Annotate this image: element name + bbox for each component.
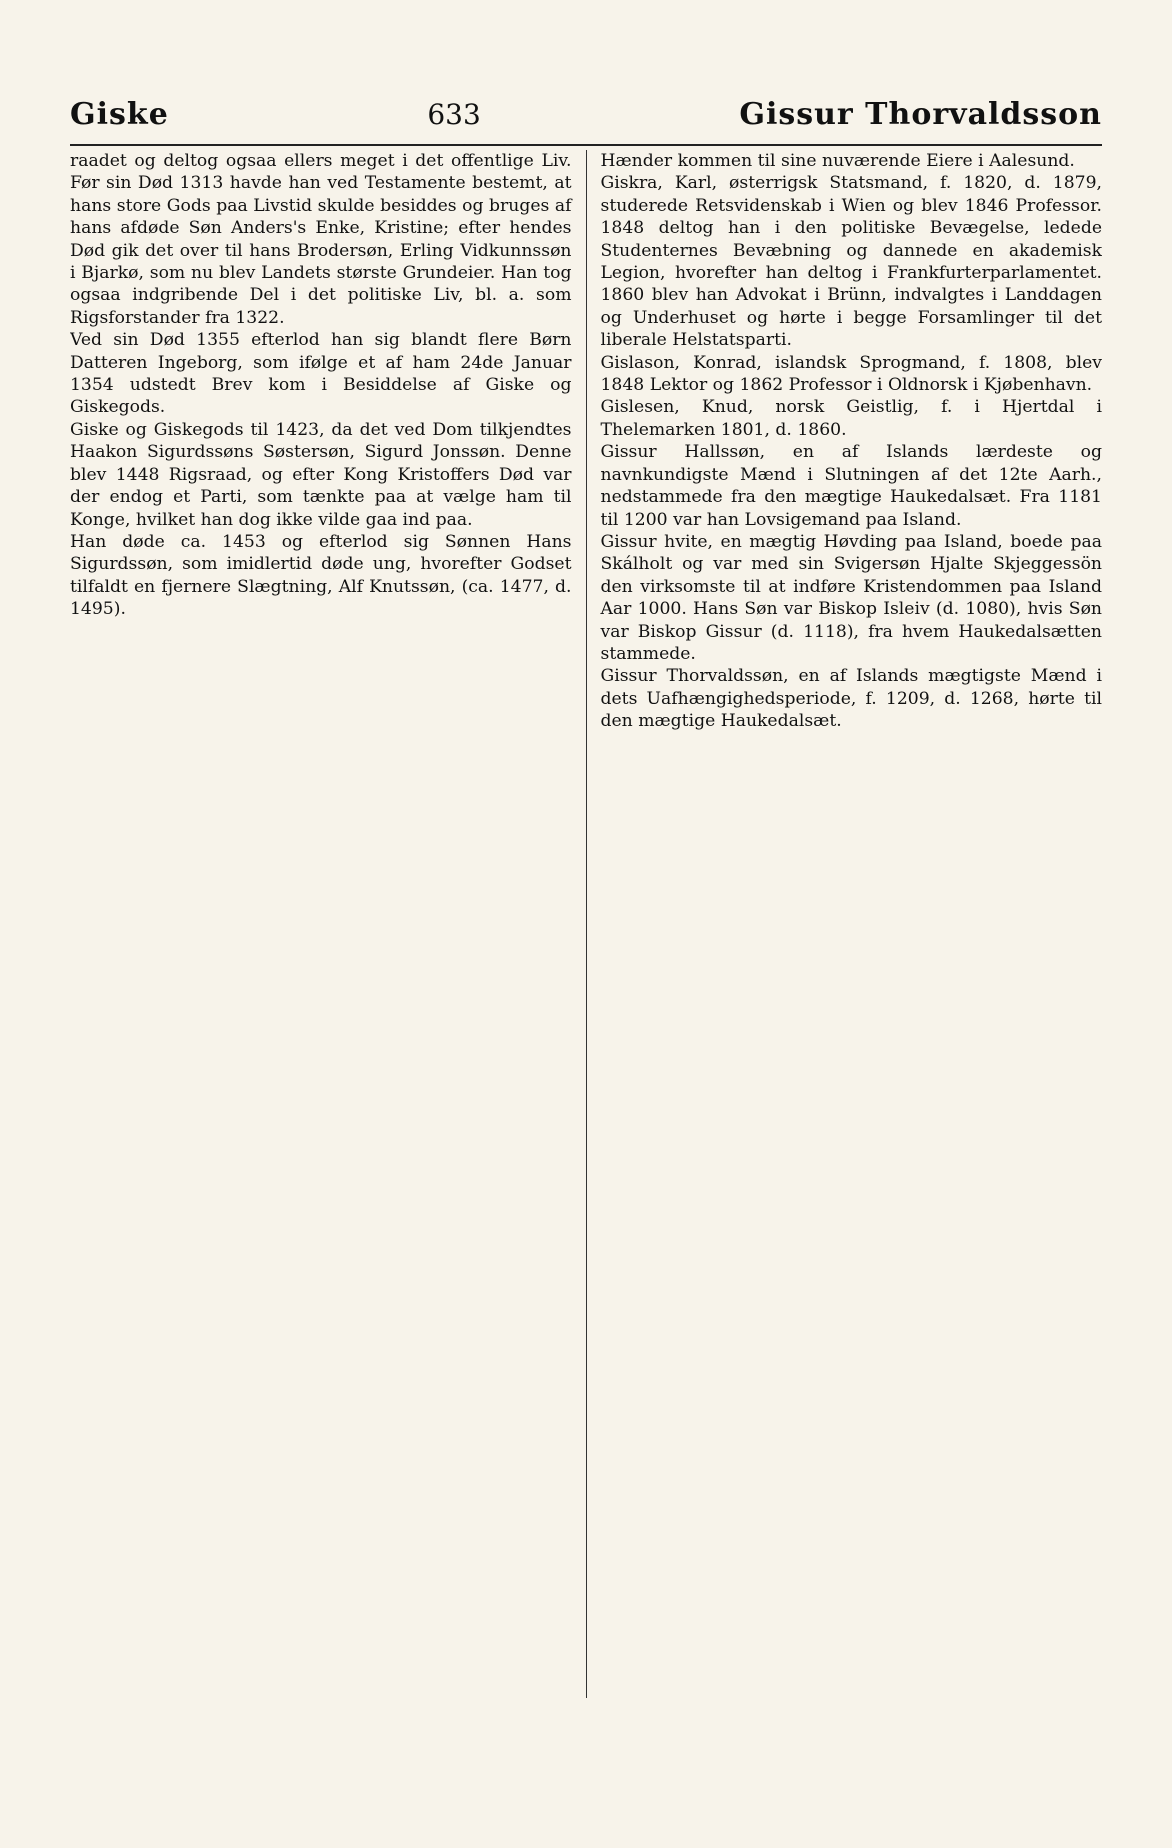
- entry-gissur-hvite: Gissur hvite, en mægtig Høvding paa Island, boede paa Skálholt og var med sin Svigersøn Hjalte Skjeggessön den virksomste til at indføre Kristendommen paa Island Aar 1000. Hans Søn var Biskop Isleiv (d. 1080), hvis Søn var Biskop Gissur (d. 1118), fra hvem Haukedalsætten stammede.: [600, 531, 1102, 664]
- paragraph: raadet og deltog ogsaa ellers meget i det offentlige Liv. Før sin Død 1313 havde han ved Testamente bestemt, at hans store Gods paa Livstid skulde besiddes og bruges af hans afdøde Søn Anders's Enke, Kristine; efter hendes Død gik det over til hans Brodersøn, Erling Vidkunnssøn i Bjarkø, som nu blev Landets største Grundeier. Han tog ogsaa indgribende Del i det politiske Liv, bl. a. som Rigsforstander fra 1322.: [70, 151, 572, 328]
- entry-giskra: Giskra, Karl, østerrigsk Statsmand, f. 1820, d. 1879, studerede Retsvidenskab i Wien og blev 1846 Professor. 1848 deltog han i den politiske Bevægelse, ledede Studenternes Bevæbning og dannede en akademisk Legion, hvorefter han deltog i Frankfurterparlamentet. 1860 blev han Advokat i Brünn, indvalgtes i Landdagen og Underhuset og hørte i begge Forsamlinger til det liberale Helstatsparti.: [600, 173, 1102, 351]
- entry-gissur-hallsson: Gissur Hallssøn, en af Islands lærdeste og navnkundigste Mænd i Slutningen af det 12te Aarh., nedstammede fra den mægtige Haukedalsæt. Fra 1181 til 1200 var han Lovsigemand paa Island.: [600, 442, 1102, 530]
- right-column: [587, 150, 1103, 1698]
- paragraph: Ved sin Død 1355 efterlod han sig blandt flere Børn Datteren Ingeborg, som ifølge et af ham 24de Januar 1354 udstedt Brev kom i Besiddelse af Giske og Giskegods.: [70, 330, 572, 418]
- paragraph: Hænder kommen til sine nuværende Eiere i Aalesund.: [600, 151, 1075, 171]
- entry-gislesen: Gislesen, Knud, norsk Geistlig, f. i Hjertdal i Thelemarken 1801, d. 1860.: [600, 397, 1102, 440]
- running-head-right: Gissur Thorvaldsson: [739, 96, 1102, 132]
- header-rule: [70, 144, 1102, 146]
- left-column: [70, 150, 586, 1698]
- page-number: 633: [427, 97, 481, 131]
- entry-gissur-thorvaldsson: Gissur Thorvaldssøn, en af Islands mægtigste Mænd i dets Uafhængighedsperiode, f. 1209, d. 1268, hørte til den mægtige Haukedalsæt.: [600, 666, 1102, 732]
- page-header: [70, 90, 1102, 138]
- text-columns: [70, 150, 1102, 1698]
- entry-gislason: Gislason, Konrad, islandsk Sprogmand, f. 1808, blev 1848 Lektor og 1862 Professor i Oldnorsk i Kjøbenhavn.: [600, 352, 1102, 396]
- running-head-left: Giske: [70, 96, 169, 132]
- paragraph: Giske og Giskegods til 1423, da det ved Dom tilkjendtes Haakon Sigurdssøns Søstersøn, Sigurd Jonssøn. Denne blev 1448 Rigsraad, og efter Kong Kristoffers Død var der endog et Parti, som tænkte paa at vælge ham til Konge, hvilket han dog ikke vilde gaa ind paa.: [70, 419, 572, 530]
- paragraph: Han døde ca. 1453 og efterlod sig Sønnen Hans Sigurdssøn, som imidlertid døde ung, hvorefter Godset tilfaldt en fjernere Slægtning, Alf Knutssøn, (ca. 1477, d. 1495).: [70, 531, 572, 620]
